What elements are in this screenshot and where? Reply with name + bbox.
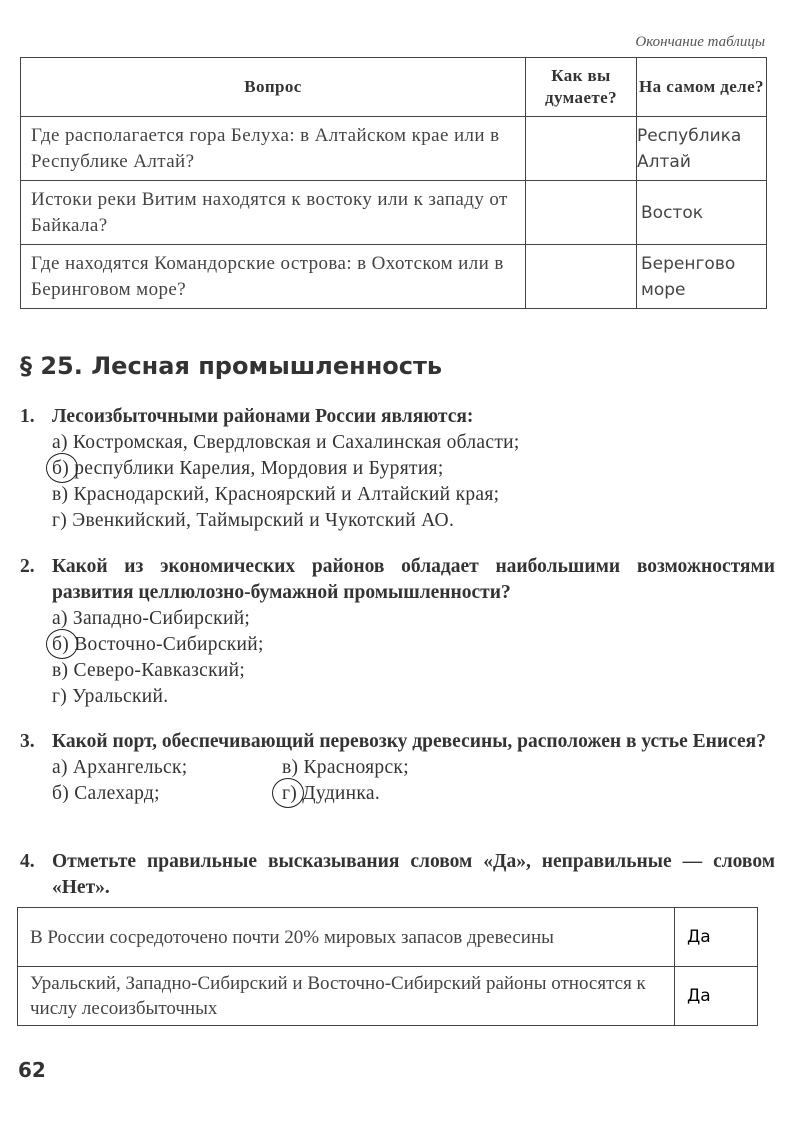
header-guess: Как вы думаете?: [526, 58, 637, 117]
guess-cell[interactable]: [526, 245, 637, 309]
option-a[interactable]: а) Архангельск;: [52, 757, 188, 778]
option-c[interactable]: в) Красноярск;: [282, 757, 409, 778]
option-d[interactable]: [282, 781, 409, 807]
option-d[interactable]: г) Уральский.: [52, 686, 169, 707]
question-3: [20, 729, 775, 807]
question-number: 2.: [20, 556, 35, 577]
selected-circle: [46, 629, 78, 659]
question-number: 4.: [20, 851, 35, 872]
answer-cell[interactable]: Восток: [637, 181, 767, 245]
option-text: б) Восточно-Сибирский;: [52, 634, 264, 655]
table-row: [21, 245, 767, 309]
header-answer: На самом деле?: [637, 58, 767, 117]
option-a[interactable]: а) Западно-Сибирский;: [52, 608, 251, 629]
question-text: Какой порт, обеспечивающий перевозку древесины, расположен в устье Енисея?: [52, 731, 766, 752]
option-a[interactable]: а) Костромская, Свердловская и Сахалинская области;: [52, 432, 520, 453]
table-row: [21, 181, 767, 245]
answer-cell[interactable]: Да: [675, 967, 758, 1026]
question-4: [20, 849, 775, 901]
answer-cell[interactable]: Беренгово море: [637, 245, 767, 309]
question-1: [20, 404, 775, 534]
table-row: [18, 908, 758, 967]
question-cell: Истоки реки Витим находятся к востоку или к западу от Байкала?: [21, 181, 526, 245]
section-title: § 25. Лесная промышленность: [20, 352, 443, 380]
question-2: [20, 554, 775, 710]
question-text: Лесоизбыточными районами России являются:: [52, 406, 474, 427]
table-row: [18, 967, 758, 1026]
header-question: Вопрос: [21, 58, 526, 117]
option-text: б) республики Карелия, Мордовия и Бурятия;: [52, 458, 444, 479]
questions-table: [20, 57, 767, 309]
option-b[interactable]: [52, 456, 775, 482]
question-text: Какой из экономических районов обладает наибольшими возможностями развития целлюлозно-бумажной промышленности?: [52, 556, 775, 603]
true-false-table: [17, 907, 758, 1026]
table-row: [21, 117, 767, 181]
option-d[interactable]: г) Эвенкийский, Таймырский и Чукотский АО.: [52, 510, 455, 531]
question-text: Отметьте правильные высказывания словом «Да», неправильные — словом «Нет».: [52, 851, 775, 898]
option-b[interactable]: [52, 632, 775, 658]
answer-cell[interactable]: Да: [675, 908, 758, 967]
question-cell: Где располагается гора Белуха: в Алтайском крае или в Республике Алтай?: [21, 117, 526, 181]
selected-circle: [46, 453, 78, 483]
question-number: 1.: [20, 406, 35, 427]
option-b[interactable]: б) Салехард;: [52, 783, 160, 804]
option-c[interactable]: в) Северо-Кавказский;: [52, 660, 246, 681]
statement-cell: В России сосредоточено почти 20% мировых запасов древесины: [18, 908, 675, 967]
question-number: 3.: [20, 731, 35, 752]
statement-cell: Уральский, Западно-Сибирский и Восточно-Сибирский районы относятся к числу лесоизбыточных: [18, 967, 675, 1026]
option-c[interactable]: в) Краснодарский, Красноярский и Алтайский края;: [52, 484, 500, 505]
answer-cell[interactable]: Республика Алтай: [637, 117, 767, 181]
guess-cell[interactable]: [526, 181, 637, 245]
page-number: 62: [18, 1058, 46, 1082]
question-cell: Где находятся Командорские острова: в Охотском или в Беринговом море?: [21, 245, 526, 309]
continuation-label: Окончание таблицы: [635, 34, 765, 50]
option-text: г) Дудинка.: [282, 783, 380, 804]
table-header-row: [21, 58, 767, 117]
selected-circle: [272, 778, 304, 808]
guess-cell[interactable]: [526, 117, 637, 181]
